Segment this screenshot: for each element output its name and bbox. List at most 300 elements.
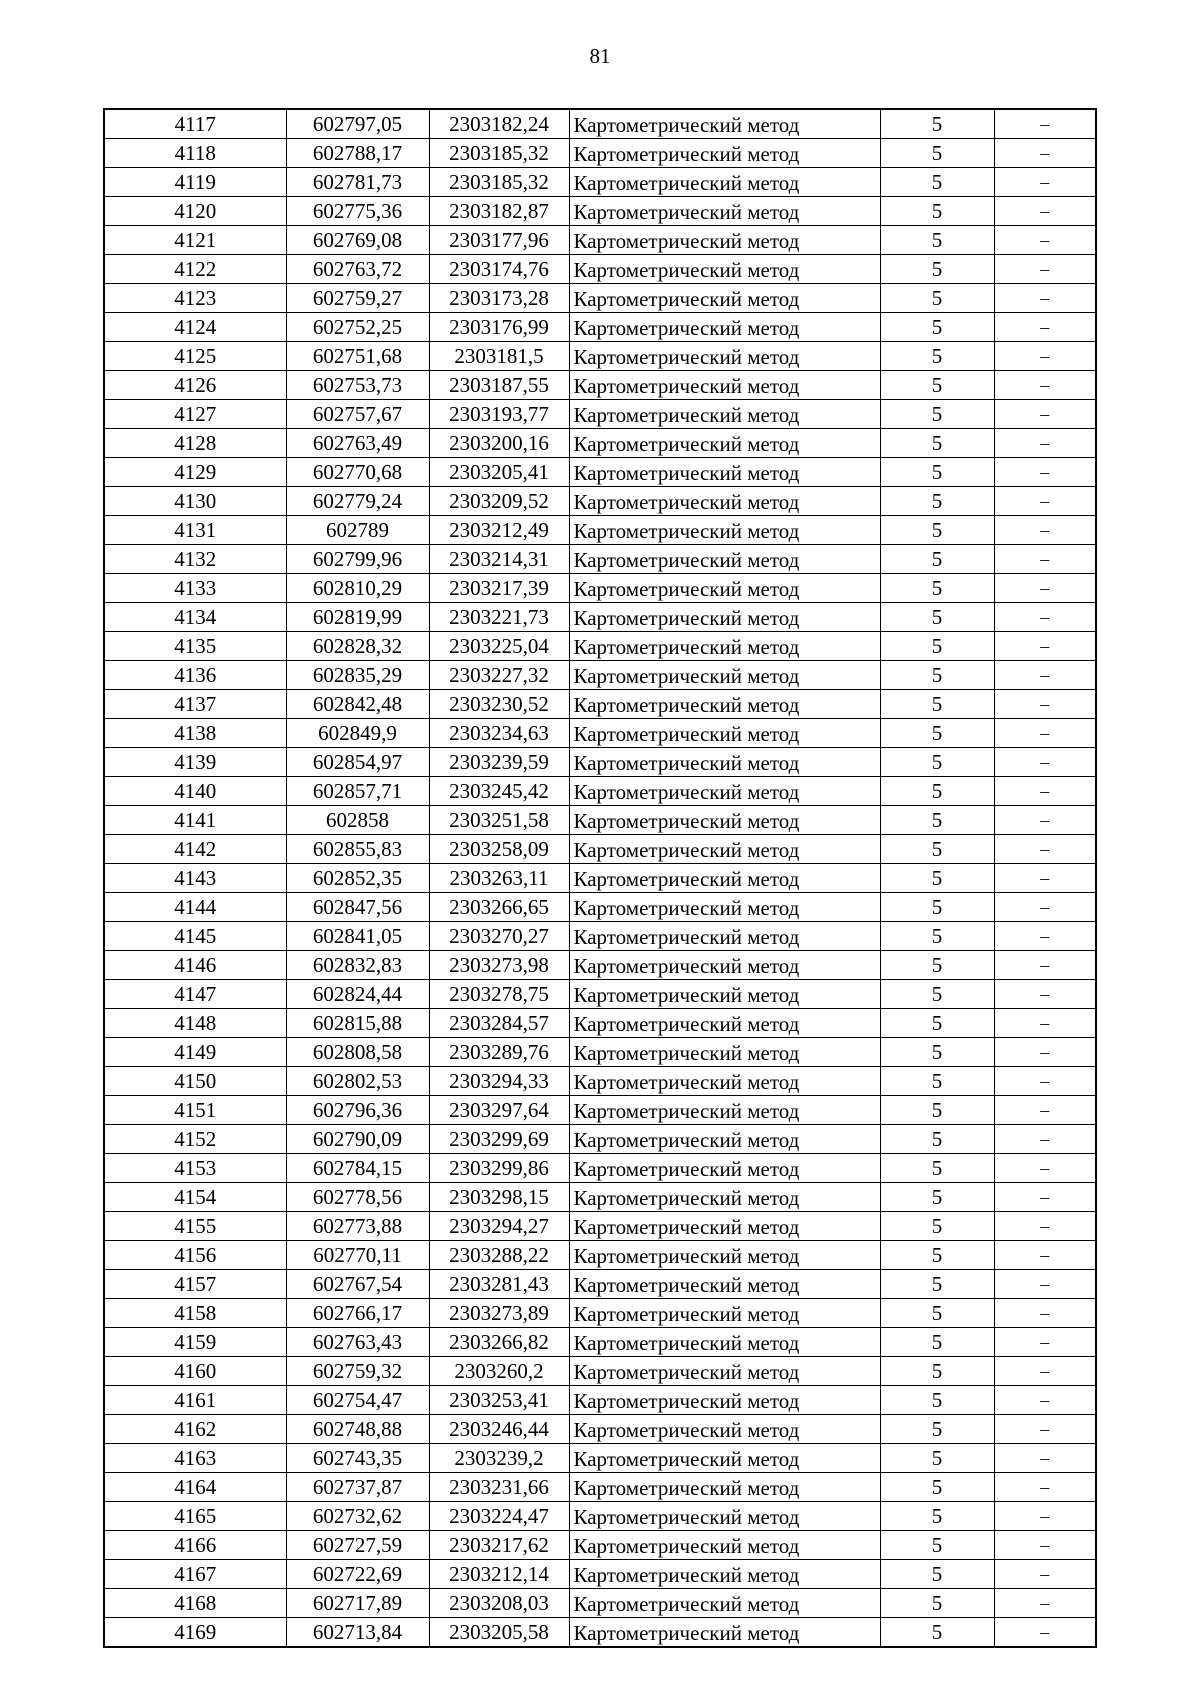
- y-coordinate-cell: 2303225,04: [429, 632, 569, 661]
- point-number-cell: 4118: [104, 139, 286, 168]
- precision-cell: 5: [880, 922, 994, 951]
- precision-cell: 5: [880, 1125, 994, 1154]
- table-row: [104, 1241, 1096, 1270]
- table-row: [104, 1357, 1096, 1386]
- y-coordinate-cell: 2303298,15: [429, 1183, 569, 1212]
- table-row: [104, 226, 1096, 255]
- point-number-cell: 4131: [104, 516, 286, 545]
- precision-cell: 5: [880, 487, 994, 516]
- y-coordinate-cell: 2303263,11: [429, 864, 569, 893]
- table-row: [104, 748, 1096, 777]
- precision-cell: 5: [880, 1531, 994, 1560]
- x-coordinate-cell: 602751,68: [286, 342, 429, 371]
- method-cell: Картометрический метод: [569, 284, 880, 313]
- table-row: [104, 1415, 1096, 1444]
- x-coordinate-cell: 602753,73: [286, 371, 429, 400]
- precision-cell: 5: [880, 1299, 994, 1328]
- point-number-cell: 4133: [104, 574, 286, 603]
- table-row: [104, 429, 1096, 458]
- description-cell: –: [994, 661, 1096, 690]
- method-cell: Картометрический метод: [569, 922, 880, 951]
- table-row: [104, 1502, 1096, 1531]
- y-coordinate-cell: 2303251,58: [429, 806, 569, 835]
- y-coordinate-cell: 2303273,98: [429, 951, 569, 980]
- precision-cell: 5: [880, 1212, 994, 1241]
- precision-cell: 5: [880, 690, 994, 719]
- method-cell: Картометрический метод: [569, 1589, 880, 1618]
- point-number-cell: 4147: [104, 980, 286, 1009]
- x-coordinate-cell: 602797,05: [286, 109, 429, 139]
- point-number-cell: 4158: [104, 1299, 286, 1328]
- table-row: [104, 1299, 1096, 1328]
- y-coordinate-cell: 2303173,28: [429, 284, 569, 313]
- table-row: [104, 139, 1096, 168]
- table-row: [104, 806, 1096, 835]
- point-number-cell: 4119: [104, 168, 286, 197]
- precision-cell: 5: [880, 226, 994, 255]
- method-cell: Картометрический метод: [569, 1096, 880, 1125]
- description-cell: –: [994, 458, 1096, 487]
- precision-cell: 5: [880, 168, 994, 197]
- x-coordinate-cell: 602819,99: [286, 603, 429, 632]
- description-cell: –: [994, 545, 1096, 574]
- y-coordinate-cell: 2303221,73: [429, 603, 569, 632]
- precision-cell: 5: [880, 835, 994, 864]
- method-cell: Картометрический метод: [569, 1009, 880, 1038]
- x-coordinate-cell: 602732,62: [286, 1502, 429, 1531]
- point-number-cell: 4160: [104, 1357, 286, 1386]
- x-coordinate-cell: 602808,58: [286, 1038, 429, 1067]
- description-cell: –: [994, 429, 1096, 458]
- method-cell: Картометрический метод: [569, 255, 880, 284]
- description-cell: –: [994, 1357, 1096, 1386]
- table-row: [104, 1386, 1096, 1415]
- table-row: [104, 1618, 1096, 1648]
- point-number-cell: 4128: [104, 429, 286, 458]
- y-coordinate-cell: 2303234,63: [429, 719, 569, 748]
- description-cell: –: [994, 1502, 1096, 1531]
- description-cell: –: [994, 806, 1096, 835]
- method-cell: Картометрический метод: [569, 313, 880, 342]
- y-coordinate-cell: 2303230,52: [429, 690, 569, 719]
- method-cell: Картометрический метод: [569, 226, 880, 255]
- table-row: [104, 371, 1096, 400]
- x-coordinate-cell: 602852,35: [286, 864, 429, 893]
- description-cell: –: [994, 1299, 1096, 1328]
- method-cell: Картометрический метод: [569, 429, 880, 458]
- x-coordinate-cell: 602743,35: [286, 1444, 429, 1473]
- table-row: [104, 632, 1096, 661]
- table-row: [104, 1444, 1096, 1473]
- y-coordinate-cell: 2303299,69: [429, 1125, 569, 1154]
- table-row: [104, 690, 1096, 719]
- precision-cell: 5: [880, 1589, 994, 1618]
- table-row: [104, 574, 1096, 603]
- description-cell: –: [994, 1531, 1096, 1560]
- precision-cell: 5: [880, 1009, 994, 1038]
- y-coordinate-cell: 2303176,99: [429, 313, 569, 342]
- y-coordinate-cell: 2303224,47: [429, 1502, 569, 1531]
- point-number-cell: 4165: [104, 1502, 286, 1531]
- precision-cell: 5: [880, 313, 994, 342]
- table-row: [104, 1212, 1096, 1241]
- method-cell: Картометрический метод: [569, 1183, 880, 1212]
- x-coordinate-cell: 602737,87: [286, 1473, 429, 1502]
- y-coordinate-cell: 2303270,27: [429, 922, 569, 951]
- precision-cell: 5: [880, 109, 994, 139]
- method-cell: Картометрический метод: [569, 1299, 880, 1328]
- method-cell: Картометрический метод: [569, 109, 880, 139]
- x-coordinate-cell: 602824,44: [286, 980, 429, 1009]
- precision-cell: 5: [880, 255, 994, 284]
- point-number-cell: 4156: [104, 1241, 286, 1270]
- table-row: [104, 1154, 1096, 1183]
- y-coordinate-cell: 2303231,66: [429, 1473, 569, 1502]
- table-row: [104, 400, 1096, 429]
- table-row: [104, 1473, 1096, 1502]
- precision-cell: 5: [880, 458, 994, 487]
- x-coordinate-cell: 602754,47: [286, 1386, 429, 1415]
- x-coordinate-cell: 602799,96: [286, 545, 429, 574]
- x-coordinate-cell: 602778,56: [286, 1183, 429, 1212]
- x-coordinate-cell: 602773,88: [286, 1212, 429, 1241]
- x-coordinate-cell: 602779,24: [286, 487, 429, 516]
- method-cell: Картометрический метод: [569, 168, 880, 197]
- method-cell: Картометрический метод: [569, 603, 880, 632]
- point-number-cell: 4154: [104, 1183, 286, 1212]
- method-cell: Картометрический метод: [569, 371, 880, 400]
- description-cell: –: [994, 313, 1096, 342]
- precision-cell: 5: [880, 1386, 994, 1415]
- y-coordinate-cell: 2303239,59: [429, 748, 569, 777]
- method-cell: Картометрический метод: [569, 777, 880, 806]
- y-coordinate-cell: 2303193,77: [429, 400, 569, 429]
- method-cell: Картометрический метод: [569, 1212, 880, 1241]
- y-coordinate-cell: 2303278,75: [429, 980, 569, 1009]
- x-coordinate-cell: 602841,05: [286, 922, 429, 951]
- method-cell: Картометрический метод: [569, 748, 880, 777]
- y-coordinate-cell: 2303209,52: [429, 487, 569, 516]
- description-cell: –: [994, 980, 1096, 1009]
- point-number-cell: 4164: [104, 1473, 286, 1502]
- precision-cell: 5: [880, 1328, 994, 1357]
- point-number-cell: 4163: [104, 1444, 286, 1473]
- y-coordinate-cell: 2303212,49: [429, 516, 569, 545]
- table-row: [104, 1183, 1096, 1212]
- description-cell: –: [994, 922, 1096, 951]
- y-coordinate-cell: 2303245,42: [429, 777, 569, 806]
- table-row: [104, 284, 1096, 313]
- description-cell: –: [994, 1154, 1096, 1183]
- y-coordinate-cell: 2303227,32: [429, 661, 569, 690]
- point-number-cell: 4138: [104, 719, 286, 748]
- point-number-cell: 4157: [104, 1270, 286, 1299]
- y-coordinate-cell: 2303182,87: [429, 197, 569, 226]
- x-coordinate-cell: 602763,49: [286, 429, 429, 458]
- point-number-cell: 4140: [104, 777, 286, 806]
- description-cell: –: [994, 690, 1096, 719]
- table-row: [104, 487, 1096, 516]
- point-number-cell: 4159: [104, 1328, 286, 1357]
- method-cell: Картометрический метод: [569, 1502, 880, 1531]
- x-coordinate-cell: 602775,36: [286, 197, 429, 226]
- precision-cell: 5: [880, 806, 994, 835]
- point-number-cell: 4134: [104, 603, 286, 632]
- x-coordinate-cell: 602789: [286, 516, 429, 545]
- method-cell: Картометрический метод: [569, 1531, 880, 1560]
- precision-cell: 5: [880, 1270, 994, 1299]
- x-coordinate-cell: 602815,88: [286, 1009, 429, 1038]
- method-cell: Картометрический метод: [569, 632, 880, 661]
- description-cell: –: [994, 400, 1096, 429]
- x-coordinate-cell: 602802,53: [286, 1067, 429, 1096]
- table-row: [104, 951, 1096, 980]
- method-cell: Картометрический метод: [569, 1270, 880, 1299]
- x-coordinate-cell: 602763,72: [286, 255, 429, 284]
- description-cell: –: [994, 1125, 1096, 1154]
- y-coordinate-cell: 2303214,31: [429, 545, 569, 574]
- table-body: [104, 109, 1096, 1647]
- description-cell: –: [994, 893, 1096, 922]
- y-coordinate-cell: 2303289,76: [429, 1038, 569, 1067]
- method-cell: Картометрический метод: [569, 1386, 880, 1415]
- description-cell: –: [994, 1096, 1096, 1125]
- method-cell: Картометрический метод: [569, 1328, 880, 1357]
- table-row: [104, 109, 1096, 139]
- table-row: [104, 661, 1096, 690]
- precision-cell: 5: [880, 400, 994, 429]
- coordinates-table: [103, 108, 1097, 1648]
- precision-cell: 5: [880, 516, 994, 545]
- table-row: [104, 777, 1096, 806]
- table-row: [104, 603, 1096, 632]
- precision-cell: 5: [880, 951, 994, 980]
- method-cell: Картометрический метод: [569, 835, 880, 864]
- description-cell: –: [994, 1386, 1096, 1415]
- method-cell: Картометрический метод: [569, 1241, 880, 1270]
- x-coordinate-cell: 602766,17: [286, 1299, 429, 1328]
- description-cell: –: [994, 1241, 1096, 1270]
- x-coordinate-cell: 602727,59: [286, 1531, 429, 1560]
- precision-cell: 5: [880, 1473, 994, 1502]
- point-number-cell: 4148: [104, 1009, 286, 1038]
- table-row: [104, 980, 1096, 1009]
- point-number-cell: 4145: [104, 922, 286, 951]
- y-coordinate-cell: 2303266,82: [429, 1328, 569, 1357]
- precision-cell: 5: [880, 1067, 994, 1096]
- table-row: [104, 719, 1096, 748]
- method-cell: Картометрический метод: [569, 1444, 880, 1473]
- table-row: [104, 1270, 1096, 1299]
- table-row: [104, 197, 1096, 226]
- description-cell: –: [994, 1473, 1096, 1502]
- y-coordinate-cell: 2303273,89: [429, 1299, 569, 1328]
- table-row: [104, 922, 1096, 951]
- x-coordinate-cell: 602857,71: [286, 777, 429, 806]
- precision-cell: 5: [880, 980, 994, 1009]
- description-cell: –: [994, 951, 1096, 980]
- point-number-cell: 4144: [104, 893, 286, 922]
- precision-cell: 5: [880, 342, 994, 371]
- point-number-cell: 4155: [104, 1212, 286, 1241]
- y-coordinate-cell: 2303187,55: [429, 371, 569, 400]
- x-coordinate-cell: 602858: [286, 806, 429, 835]
- x-coordinate-cell: 602757,67: [286, 400, 429, 429]
- description-cell: –: [994, 342, 1096, 371]
- description-cell: –: [994, 1183, 1096, 1212]
- x-coordinate-cell: 602722,69: [286, 1560, 429, 1589]
- method-cell: Картометрический метод: [569, 400, 880, 429]
- point-number-cell: 4142: [104, 835, 286, 864]
- x-coordinate-cell: 602713,84: [286, 1618, 429, 1648]
- method-cell: Картометрический метод: [569, 864, 880, 893]
- y-coordinate-cell: 2303174,76: [429, 255, 569, 284]
- table-row: [104, 1589, 1096, 1618]
- precision-cell: 5: [880, 1154, 994, 1183]
- y-coordinate-cell: 2303288,22: [429, 1241, 569, 1270]
- description-cell: –: [994, 197, 1096, 226]
- point-number-cell: 4135: [104, 632, 286, 661]
- precision-cell: 5: [880, 197, 994, 226]
- precision-cell: 5: [880, 777, 994, 806]
- table-row: [104, 1067, 1096, 1096]
- table-row: [104, 255, 1096, 284]
- description-cell: –: [994, 487, 1096, 516]
- table-row: [104, 1560, 1096, 1589]
- x-coordinate-cell: 602855,83: [286, 835, 429, 864]
- table-row: [104, 835, 1096, 864]
- y-coordinate-cell: 2303217,62: [429, 1531, 569, 1560]
- table-row: [104, 864, 1096, 893]
- method-cell: Картометрический метод: [569, 1560, 880, 1589]
- y-coordinate-cell: 2303185,32: [429, 139, 569, 168]
- y-coordinate-cell: 2303294,27: [429, 1212, 569, 1241]
- precision-cell: 5: [880, 603, 994, 632]
- description-cell: –: [994, 516, 1096, 545]
- x-coordinate-cell: 602759,32: [286, 1357, 429, 1386]
- precision-cell: 5: [880, 661, 994, 690]
- method-cell: Картометрический метод: [569, 719, 880, 748]
- table-row: [104, 1125, 1096, 1154]
- description-cell: –: [994, 226, 1096, 255]
- table-row: [104, 1096, 1096, 1125]
- y-coordinate-cell: 2303253,41: [429, 1386, 569, 1415]
- point-number-cell: 4121: [104, 226, 286, 255]
- precision-cell: 5: [880, 371, 994, 400]
- point-number-cell: 4141: [104, 806, 286, 835]
- precision-cell: 5: [880, 1502, 994, 1531]
- y-coordinate-cell: 2303205,41: [429, 458, 569, 487]
- description-cell: –: [994, 371, 1096, 400]
- description-cell: –: [994, 748, 1096, 777]
- table-row: [104, 168, 1096, 197]
- method-cell: Картометрический метод: [569, 806, 880, 835]
- table-row: [104, 1328, 1096, 1357]
- y-coordinate-cell: 2303212,14: [429, 1560, 569, 1589]
- x-coordinate-cell: 602763,43: [286, 1328, 429, 1357]
- point-number-cell: 4123: [104, 284, 286, 313]
- point-number-cell: 4149: [104, 1038, 286, 1067]
- precision-cell: 5: [880, 1038, 994, 1067]
- method-cell: Картометрический метод: [569, 139, 880, 168]
- precision-cell: 5: [880, 748, 994, 777]
- precision-cell: 5: [880, 1618, 994, 1648]
- x-coordinate-cell: 602842,48: [286, 690, 429, 719]
- point-number-cell: 4125: [104, 342, 286, 371]
- precision-cell: 5: [880, 1357, 994, 1386]
- point-number-cell: 4169: [104, 1618, 286, 1648]
- table-row: [104, 313, 1096, 342]
- y-coordinate-cell: 2303200,16: [429, 429, 569, 458]
- method-cell: Картометрический метод: [569, 197, 880, 226]
- x-coordinate-cell: 602752,25: [286, 313, 429, 342]
- method-cell: Картометрический метод: [569, 690, 880, 719]
- table-row: [104, 1531, 1096, 1560]
- x-coordinate-cell: 602788,17: [286, 139, 429, 168]
- point-number-cell: 4166: [104, 1531, 286, 1560]
- precision-cell: 5: [880, 1241, 994, 1270]
- precision-cell: 5: [880, 545, 994, 574]
- table-row: [104, 1038, 1096, 1067]
- point-number-cell: 4139: [104, 748, 286, 777]
- description-cell: –: [994, 1009, 1096, 1038]
- table-row: [104, 342, 1096, 371]
- point-number-cell: 4136: [104, 661, 286, 690]
- description-cell: –: [994, 719, 1096, 748]
- description-cell: –: [994, 864, 1096, 893]
- method-cell: Картометрический метод: [569, 487, 880, 516]
- y-coordinate-cell: 2303182,24: [429, 109, 569, 139]
- point-number-cell: 4162: [104, 1415, 286, 1444]
- x-coordinate-cell: 602854,97: [286, 748, 429, 777]
- point-number-cell: 4151: [104, 1096, 286, 1125]
- precision-cell: 5: [880, 1415, 994, 1444]
- description-cell: –: [994, 574, 1096, 603]
- y-coordinate-cell: 2303266,65: [429, 893, 569, 922]
- description-cell: –: [994, 835, 1096, 864]
- x-coordinate-cell: 602770,11: [286, 1241, 429, 1270]
- x-coordinate-cell: 602832,83: [286, 951, 429, 980]
- description-cell: –: [994, 1618, 1096, 1648]
- point-number-cell: 4132: [104, 545, 286, 574]
- description-cell: –: [994, 1415, 1096, 1444]
- precision-cell: 5: [880, 632, 994, 661]
- x-coordinate-cell: 602769,08: [286, 226, 429, 255]
- description-cell: –: [994, 1212, 1096, 1241]
- method-cell: Картометрический метод: [569, 342, 880, 371]
- x-coordinate-cell: 602849,9: [286, 719, 429, 748]
- method-cell: Картометрический метод: [569, 661, 880, 690]
- x-coordinate-cell: 602759,27: [286, 284, 429, 313]
- description-cell: –: [994, 284, 1096, 313]
- description-cell: –: [994, 632, 1096, 661]
- point-number-cell: 4117: [104, 109, 286, 139]
- x-coordinate-cell: 602784,15: [286, 1154, 429, 1183]
- precision-cell: 5: [880, 284, 994, 313]
- y-coordinate-cell: 2303217,39: [429, 574, 569, 603]
- x-coordinate-cell: 602717,89: [286, 1589, 429, 1618]
- x-coordinate-cell: 602770,68: [286, 458, 429, 487]
- x-coordinate-cell: 602810,29: [286, 574, 429, 603]
- table-row: [104, 516, 1096, 545]
- y-coordinate-cell: 2303294,33: [429, 1067, 569, 1096]
- description-cell: –: [994, 1444, 1096, 1473]
- point-number-cell: 4129: [104, 458, 286, 487]
- point-number-cell: 4143: [104, 864, 286, 893]
- y-coordinate-cell: 2303177,96: [429, 226, 569, 255]
- point-number-cell: 4152: [104, 1125, 286, 1154]
- x-coordinate-cell: 602790,09: [286, 1125, 429, 1154]
